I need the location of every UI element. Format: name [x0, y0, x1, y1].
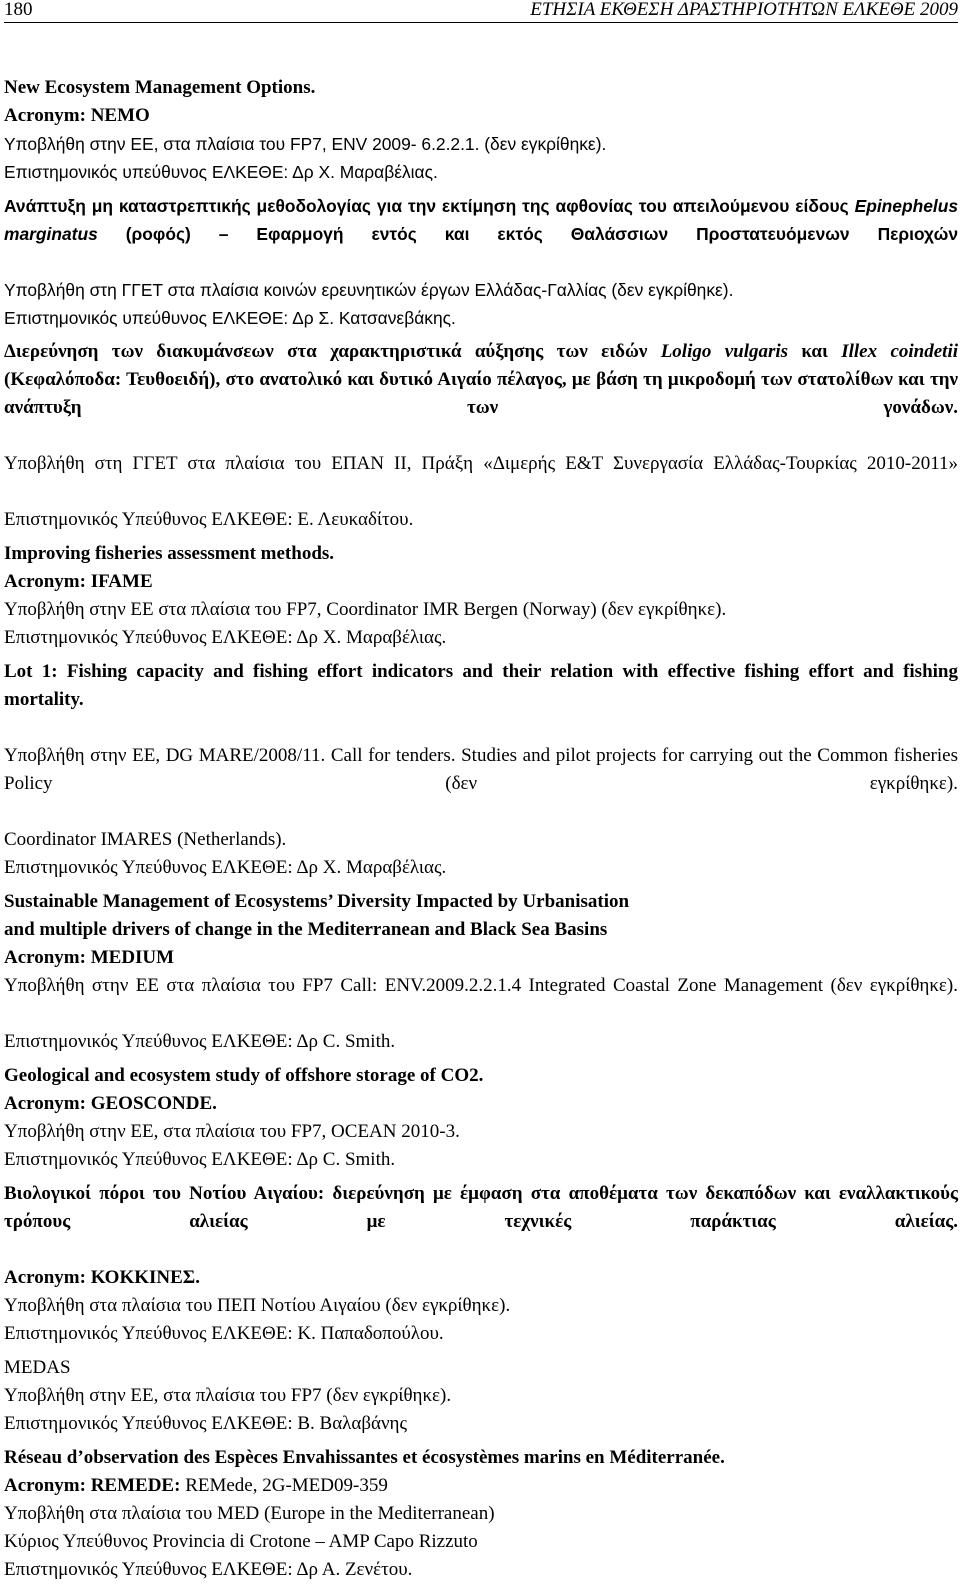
project-acronym: Acronym: IFAME [4, 571, 153, 592]
project-submission: Υποβλήθη στην ΕΕ, DG MARE/2008/11. Call for tenders. Studies and pilot projects for carrying out the Common fisheries Policy (δεν εγκρίθηκε). [4, 745, 958, 794]
project-entry-ifame [4, 540, 958, 652]
project-title: New Ecosystem Management Options. [4, 77, 316, 98]
project-submission: Υποβλήθη στα πλαίσια του ΠΕΠ Νοτίου Αιγαίου (δεν εγκρίθηκε). [4, 1295, 511, 1316]
project-acronym-line [4, 1472, 958, 1500]
project-title: Geological and ecosystem study of offshore storage of CO2. [4, 1065, 484, 1086]
project-submission: Υποβλήθη στην ΕΕ, στα πλαίσια του FP7 (δεν εγκρίθηκε). [4, 1385, 452, 1406]
project-title: Lot 1: Fishing capacity and fishing effort indicators and their relation with effective fishing effort and fishing mortality. [4, 661, 958, 710]
species-name: Epinephelus marginatus [4, 196, 958, 244]
project-title [4, 192, 958, 276]
project-title-part2: (Κεφαλόποδα: Τευθοειδή), στο ανατολικό και δυτικό Αιγαίο πέλαγος, με βάση τη μικροδομή των στατολίθων και την ανάπτυξη των γονάδων. [4, 369, 958, 418]
project-acronym: Acronym: GEOSCONDE. [4, 1093, 217, 1114]
project-submission: Υποβλήθη στην ΕΕ στα πλαίσια του FP7 Call: ENV.2009.2.2.1.4 Integrated Coastal Zone Management (δεν εγκρίθηκε). [4, 975, 958, 996]
project-title: Βιολογικοί πόροι του Νοτίου Αιγαίου: διερεύνηση με έμφαση στα αποθέματα των δεκαπόδων και εναλλακτικούς τρόπους αλιείας με τεχνικές παράκτιας αλιείας. [4, 1183, 958, 1232]
project-acronym: Acronym: NEMO [4, 105, 150, 126]
project-acronym: Acronym: MEDIUM [4, 947, 175, 968]
project-responsible: Επιστημονικός Υπεύθυνος ΕΛΚΕΘΕ: Ε. Λευκαδίτου. [4, 509, 414, 530]
project-title: Réseau d’observation des Espèces Envahissantes et écosystèmes marins en Méditerranée. [4, 1447, 725, 1468]
species-name-1: Loligo vulgaris [660, 341, 789, 362]
project-responsible: Επιστημονικός Υπεύθυνος ΕΛΚΕΘΕ: Δρ Χ. Μαραβέλιας. [4, 857, 447, 878]
project-entry-remede [4, 1444, 958, 1584]
project-submission: Υποβλήθη στη ΓΓΕΤ στα πλαίσια κοινών ερευνητικών έργων Ελλάδας-Γαλλίας (δεν εγκρίθηκε). [4, 280, 734, 300]
project-main-responsible: Κύριος Υπεύθυνος Provincia di Crotone – AMP Capo Rizzuto [4, 1531, 478, 1552]
project-title-line2: and multiple drivers of change in the Mediterranean and Black Sea Basins [4, 919, 608, 940]
project-coordinator: Coordinator IMARES (Netherlands). [4, 829, 287, 850]
project-entry-geosconde [4, 1062, 958, 1174]
project-responsible: Επιστημονικός Υπεύθυνος ΕΛΚΕΘΕ: Δρ Α. Ζενέτου. [4, 1559, 413, 1580]
project-entry-medas [4, 1354, 958, 1438]
project-acronym-value: REMede, 2G-MED09-359 [185, 1475, 388, 1496]
project-entry-loligo [4, 338, 958, 534]
project-responsible: Επιστημονικός Υπεύθυνος ΕΛΚΕΘΕ: Δρ Χ. Μαραβέλιας. [4, 627, 447, 648]
project-entry-kokkines [4, 1180, 958, 1348]
project-entry-epinephelus [4, 192, 958, 332]
project-responsible: Επιστημονικός υπεύθυνος ΕΛΚΕΘΕ: Δρ Σ. Κατσανεβάκης. [4, 308, 456, 328]
project-title-line1: Sustainable Management of Ecosystems’ Diversity Impacted by Urbanisation [4, 891, 630, 912]
project-submission: Υποβλήθη στην ΕΕ, στα πλαίσια του FP7, OCEAN 2010-3. [4, 1121, 460, 1142]
species-name-2: Illex coindetii [841, 341, 959, 362]
project-responsible: Επιστημονικός Υπεύθυνος ΕΛΚΕΘΕ: Κ. Παπαδοπούλου. [4, 1323, 444, 1344]
project-entry-nemo [4, 74, 958, 186]
project-entry-medium [4, 888, 958, 1056]
project-title-part1: Ανάπτυξη μη καταστρεπτικής μεθοδολογίας για την εκτίμηση της αφθονίας του απειλούμενου είδους [4, 196, 849, 216]
project-acronym-label: Acronym: REMEDE: [4, 1475, 181, 1496]
project-title-part2: (ροφός) – Εφαρμογή εντός και εκτός Θαλάσσιων Προστατευόμενων Περιοχών [125, 224, 958, 244]
project-responsible: Επιστημονικός υπεύθυνος ΕΛΚΕΘΕ: Δρ Χ. Μαραβέλιας. [4, 162, 438, 182]
project-list [4, 74, 958, 1590]
project-responsible: Επιστημονικός Υπεύθυνος ΕΛΚΕΘΕ: Δρ C. Smith. [4, 1031, 396, 1052]
project-submission: Υποβλήθη στα πλαίσια του MED (Europe in the Mediterranean) [4, 1503, 495, 1524]
page-header [4, 0, 958, 23]
project-acronym: Acronym: ΚΟΚΚΙΝΕΣ. [4, 1267, 200, 1288]
project-title: MEDAS [4, 1357, 71, 1378]
project-title-part1: Διερεύνηση των διακυμάνσεων στα χαρακτηριστικά αύξησης των ειδών [4, 341, 648, 362]
conjunction: και [801, 341, 828, 362]
project-title: Improving fisheries assessment methods. [4, 543, 335, 564]
project-title [4, 338, 958, 450]
project-submission: Υποβλήθη στην ΕΕ στα πλαίσια του FP7, Coordinator IMR Bergen (Norway) (δεν εγκρίθηκε). [4, 599, 727, 620]
page-number: 180 [4, 0, 33, 20]
report-title: ΕΤΗΣΙΑ ΕΚΘΕΣΗ ΔΡΑΣΤΗΡΙΟΤΗΤΩΝ ΕΛΚΕΘΕ 2009 [530, 0, 958, 20]
project-submission: Υποβλήθη στην ΕΕ, στα πλαίσια του FP7, ENV 2009- 6.2.2.1. (δεν εγκρίθηκε). [4, 134, 607, 154]
project-entry-lot1 [4, 658, 958, 882]
project-responsible: Επιστημονικός Υπεύθυνος ΕΛΚΕΘΕ: Δρ C. Smith. [4, 1149, 396, 1170]
project-responsible: Επιστημονικός Υπεύθυνος ΕΛΚΕΘΕ: Β. Βαλαβάνης [4, 1413, 408, 1434]
project-submission: Υποβλήθη στη ΓΓΕΤ στα πλαίσια του ΕΠΑΝ ΙΙ, Πράξη «Διμερής Ε&Τ Συνεργασία Ελλάδας-Τουρκίας 2010-2011» [4, 453, 958, 474]
